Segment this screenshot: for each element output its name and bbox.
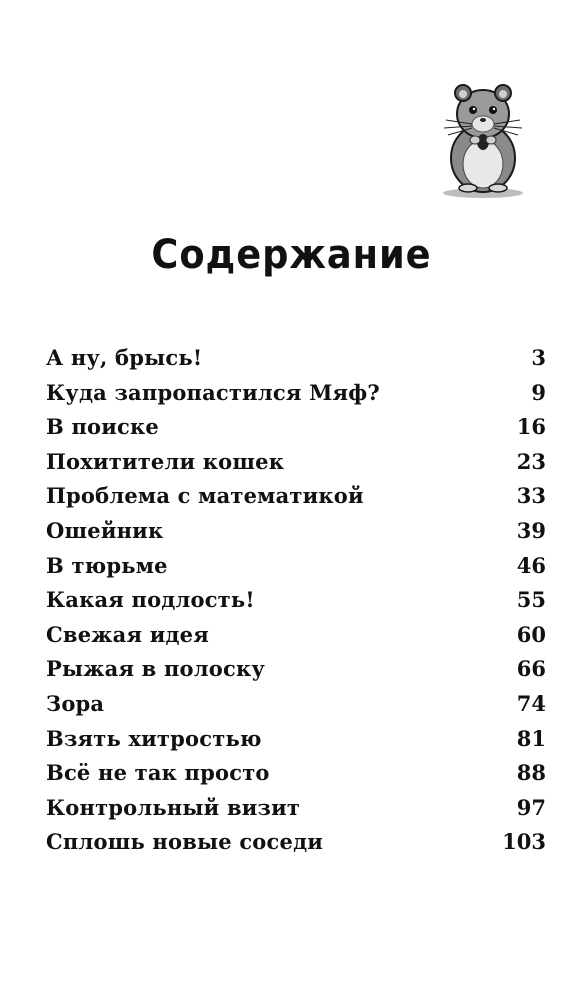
toc-entry-page: 39 (516, 517, 546, 543)
toc-entry-title: Сплошь новые соседи (46, 829, 324, 855)
toc-entry-title: В поиске (46, 414, 159, 440)
toc-entry-page: 81 (516, 725, 546, 751)
toc-entry-title: Куда запропастился Мяф? (46, 379, 380, 405)
toc-entry (46, 518, 546, 553)
toc-entry (46, 760, 546, 795)
toc-entry-page: 74 (516, 690, 546, 716)
toc-entry (46, 622, 546, 657)
toc-entry-title: Похитители кошек (46, 448, 285, 474)
toc-entry-title: В тюрьме (46, 552, 168, 578)
toc-entry (46, 726, 546, 761)
toc-entry-title: Какая подлость! (46, 587, 255, 613)
toc-entry-title: Всё не так просто (46, 760, 270, 786)
toc-entry (46, 553, 546, 588)
toc-entry-title: Рыжая в полоску (46, 656, 265, 682)
toc-entry (46, 691, 546, 726)
toc-entry-page: 66 (516, 656, 546, 682)
toc-entry-page: 103 (502, 829, 546, 855)
toc-entry-page: 97 (516, 794, 546, 820)
toc-entry (46, 449, 546, 484)
toc-entry-page: 16 (516, 414, 546, 440)
toc-entry-title: Контрольный визит (46, 794, 301, 820)
toc-entry-title: Зора (46, 690, 105, 716)
page-title: Содержание (151, 232, 432, 278)
toc-entry-title: Свежая идея (46, 621, 209, 647)
hamster-icon (438, 80, 528, 200)
toc-entry-page: 88 (516, 760, 546, 786)
toc-entry-page: 60 (516, 621, 546, 647)
toc-entry (46, 829, 546, 864)
toc-entry-page: 3 (531, 345, 546, 370)
toc-entry (46, 380, 546, 415)
toc-entry-title: Взять хитростью (46, 725, 262, 751)
toc-entry (46, 587, 546, 622)
toc-entry-page: 46 (516, 552, 546, 578)
table-of-contents (46, 345, 546, 864)
toc-entry (46, 414, 546, 449)
toc-entry-page: 33 (516, 483, 546, 509)
toc-entry-title: А ну, брысь! (46, 345, 203, 370)
toc-entry (46, 656, 546, 691)
toc-entry-page: 9 (531, 379, 546, 405)
toc-entry-title: Ошейник (46, 517, 164, 543)
toc-entry-page: 55 (516, 587, 546, 613)
toc-entry (46, 483, 546, 518)
toc-entry (46, 795, 546, 830)
toc-entry (46, 345, 546, 380)
toc-entry-page: 23 (516, 448, 546, 474)
toc-entry-title: Проблема с математикой (46, 483, 364, 509)
